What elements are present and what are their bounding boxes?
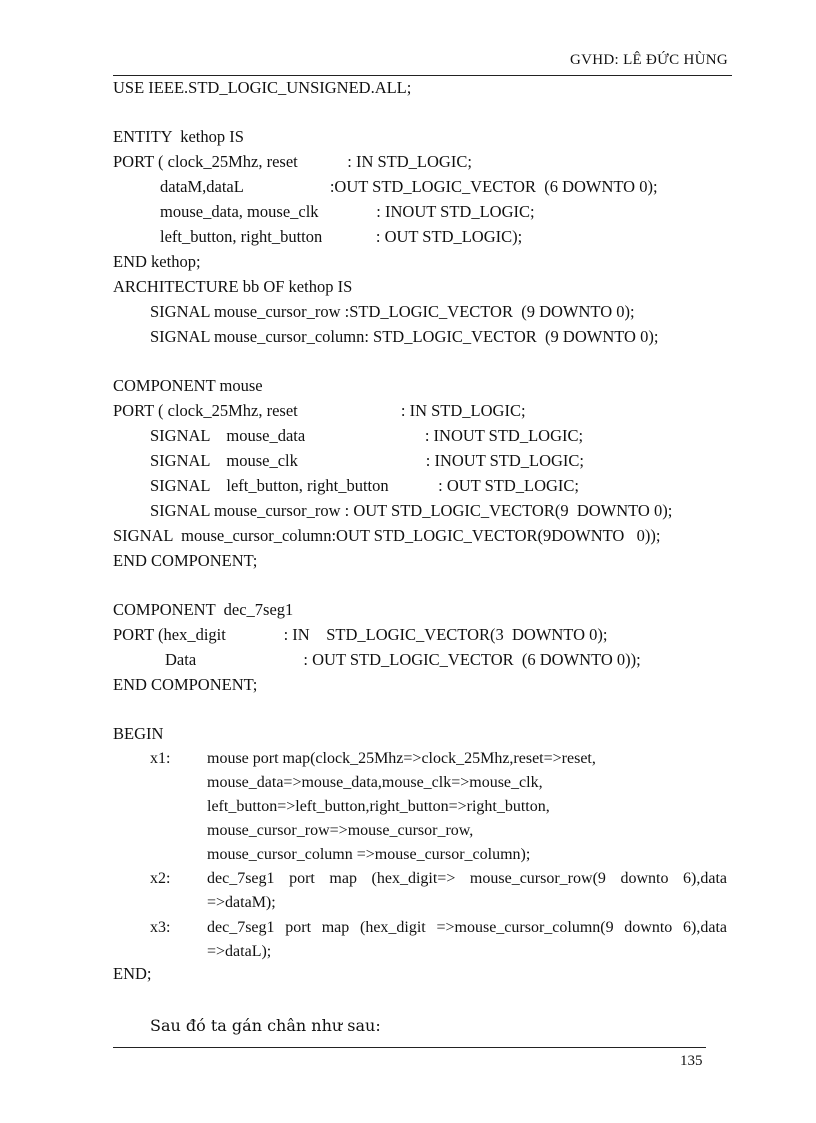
header-advisor: GVHD: LÊ ĐỨC HÙNG: [570, 52, 728, 68]
code-line-mouse-port6: SIGNAL mouse_cursor_column:OUT STD_LOGIC_VECTOR(9DOWNTO 0));: [113, 526, 661, 545]
code-line-port2: dataM,dataL :OUT STD_LOGIC_VECTOR (6 DOWNTO 0);: [160, 177, 658, 196]
code-line-mouse-port3: SIGNAL mouse_clk : INOUT STD_LOGIC;: [150, 451, 585, 470]
code-line-end: END;: [113, 964, 152, 983]
instance-x1-line2: mouse_data=>mouse_data,mouse_clk=>mouse_clk,: [207, 774, 543, 791]
code-line-end-component2: END COMPONENT;: [113, 675, 258, 694]
instance-x1-line5: mouse_cursor_column =>mouse_cursor_column);: [207, 846, 531, 863]
note-text: Sau đó ta gán chân như sau:: [150, 1016, 381, 1035]
code-line-architecture: ARCHITECTURE bb OF kethop IS: [113, 277, 353, 296]
code-line-end-component1: END COMPONENT;: [113, 551, 258, 570]
page-number: 135: [680, 1053, 703, 1069]
instance-tag-x1: x1:: [150, 750, 171, 767]
code-line-port3: mouse_data, mouse_clk : INOUT STD_LOGIC;: [160, 202, 535, 221]
footer-rule: [113, 1047, 706, 1048]
code-line-signal2: SIGNAL mouse_cursor_column: STD_LOGIC_VECTOR (9 DOWNTO 0);: [150, 327, 659, 346]
code-line-port1: PORT ( clock_25Mhz, reset : IN STD_LOGIC;: [113, 152, 472, 171]
header-rule: [113, 75, 732, 76]
instance-tag-x3: x3:: [150, 919, 171, 936]
instance-x1-line1: mouse port map(clock_25Mhz=>clock_25Mhz,reset=>reset,: [207, 750, 596, 767]
code-line-mouse-port1: PORT ( clock_25Mhz, reset : IN STD_LOGIC;: [113, 401, 526, 420]
code-line-signal1: SIGNAL mouse_cursor_row :STD_LOGIC_VECTOR (9 DOWNTO 0);: [150, 302, 635, 321]
instance-x1-line4: mouse_cursor_row=>mouse_cursor_row,: [207, 822, 474, 839]
code-line-dec-port1: PORT (hex_digit : IN STD_LOGIC_VECTOR(3 DOWNTO 0);: [113, 625, 608, 644]
instance-x2-text: dec_7seg1 port map (hex_digit=> mouse_cursor_row(9 downto 6),data =>dataM);: [207, 870, 727, 911]
instance-tag-x2: x2:: [150, 870, 171, 887]
code-line-mouse-port4: SIGNAL left_button, right_button : OUT STD_LOGIC;: [150, 476, 579, 495]
code-line-port4: left_button, right_button : OUT STD_LOGIC);: [160, 227, 523, 246]
instance-x3-text: dec_7seg1 port map (hex_digit =>mouse_cursor_column(9 downto 6),data =>dataL);: [207, 919, 727, 960]
code-line-use: USE IEEE.STD_LOGIC_UNSIGNED.ALL;: [113, 78, 412, 97]
code-line-dec-port2: Data : OUT STD_LOGIC_VECTOR (6 DOWNTO 0));: [165, 650, 641, 669]
code-line-entity: ENTITY kethop IS: [113, 127, 244, 146]
code-line-begin: BEGIN: [113, 724, 164, 743]
code-line-mouse-port5: SIGNAL mouse_cursor_row : OUT STD_LOGIC_VECTOR(9 DOWNTO 0);: [150, 501, 673, 520]
code-line-component-dec: COMPONENT dec_7seg1: [113, 600, 294, 619]
instance-x1-line3: left_button=>left_button,right_button=>right_button,: [207, 798, 550, 815]
code-line-mouse-port2: SIGNAL mouse_data : INOUT STD_LOGIC;: [150, 426, 584, 445]
code-line-end-entity: END kethop;: [113, 252, 201, 271]
code-line-component-mouse: COMPONENT mouse: [113, 376, 263, 395]
